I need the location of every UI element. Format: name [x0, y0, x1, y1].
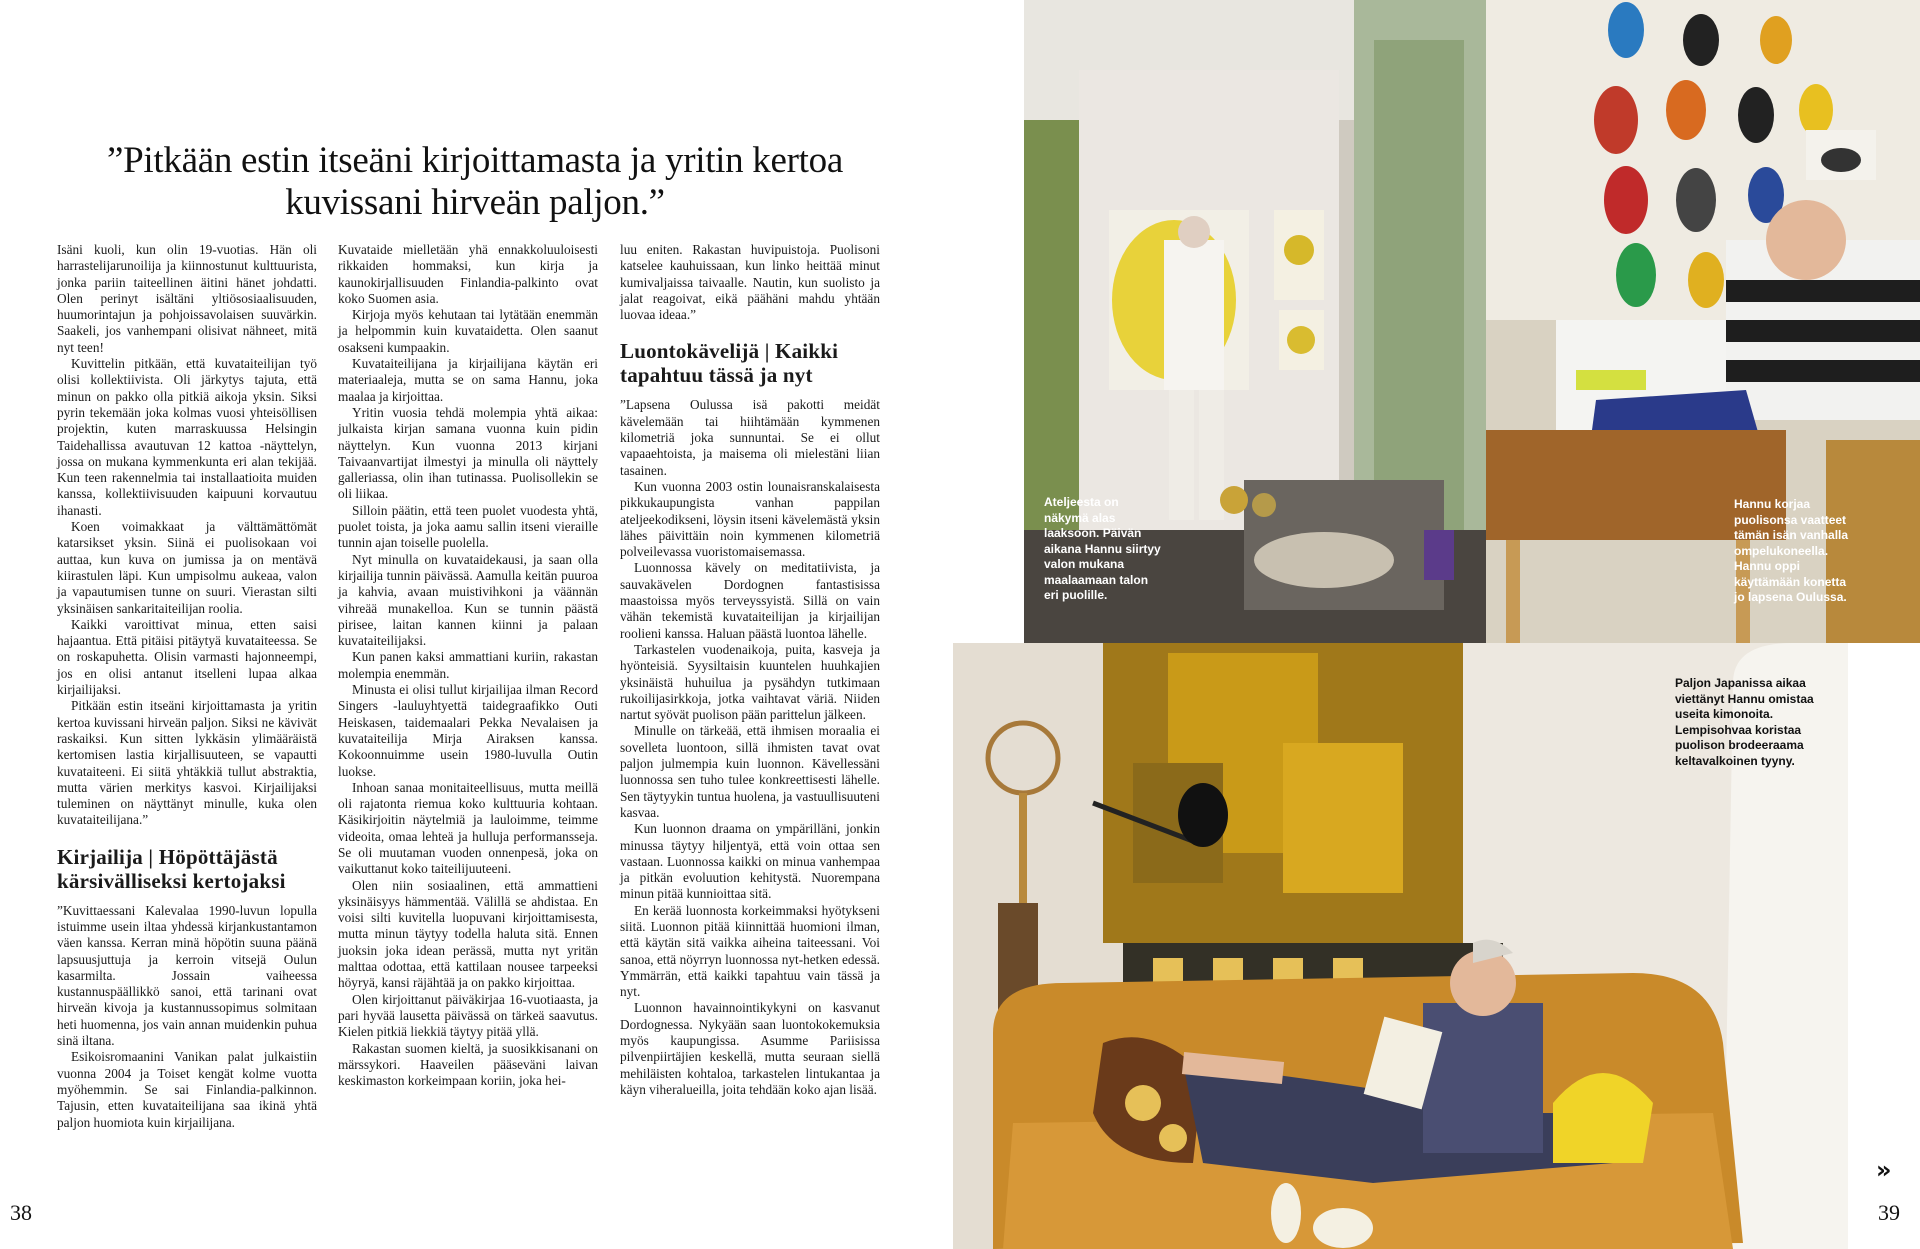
section-heading-luontokavelija: Luontokävelijä | Kaikki tapahtuu tässä ja nyt: [620, 339, 839, 388]
paragraph: Kun panen kaksi ammattiani kuriin, rakastan molempia enemmän.: [338, 649, 598, 681]
paragraph: Olen kirjoittanut päiväkirjaa 16-vuotiaasta, ja pari hyvää lausetta päivässä on tärkeä saavutus. Kielen pitkiä liekkiä täytyy pitää yllä.: [338, 991, 598, 1040]
paragraph: Kuvittelin pitkään, että kuvataiteilijan työ olisi kollektiivista. Oli järkytys tajuta, että minun on pakko olla pitkiä aikoja yksin. Siksi pyrin tekemään joka kolmas vuosi yhteisöllisen projektin, kuten marraskuussa Helsingin Taidehallissa avautuvan 12 kattoa -näyttelyn, jossa on mukana kymmenkunta eri alan tekijää. Kun teen rakennelmia tai installaatioita muiden kanssa, kollektiivisuuden kaipuuni korvautuu ihanasti.: [57, 356, 317, 518]
paragraph: Tarkastelen vuodenaikoja, puita, kasveja ja hyönteisiä. Syysiltaisin kuuntelen huuhkajien yksinäistä huhuilua ja pysähdyn tutkimaan rukoilijasirkkoja, jotka vaihtavat väriä. Niiden nartut syövät puolison pään parittelun jälkeen.: [620, 641, 880, 723]
paragraph: Rakastan suomen kieltä, ja suosikkisanani on märssykori. Haaveilen pääseväni laivan keskimaston korkeimpaan koriin, joka hei-: [338, 1040, 598, 1089]
page-number-right: 39: [1878, 1200, 1900, 1225]
paragraph: En kerää luonnosta korkeimmaksi hyötykseni siitä. Luonnon pitää kiinnittää huomioni ilman, että käytän sitä vaikka aiheina taiteessani. Voi sanoa, että nöyrryn luonnossa nyt-hetken edessä. Ymmärrän, että kaikki tapahtuu vain tässä ja nyt.: [620, 902, 880, 1000]
paragraph: ”Kuvittaessani Kalevalaa 1990-luvun lopulla istuimme usein iltaa yhdessä kirjankustantamon väen kanssa. Kerran minä höpötin suuna päänä lapsuusjuttuja ja kerroin vitsejä Oulun kasarmilta. Jossain vaiheessa kustannuspäällikkö sanoi, että tarinani ovat hirveän kivoja ja kustannussopimus solmitaan heti huomenna, jos vain annan muidenkin puhua sinä iltana.: [57, 902, 317, 1049]
next-page-arrow-icon[interactable]: »: [1876, 1156, 1892, 1184]
paragraph: Kuvataide mielletään yhä ennakkoluuloisesti rikkaiden hommaksi, kun kirja ja kaunokirjallisuuden Finlandia-palkinto ovat koko Suomen asia.: [338, 242, 598, 306]
column-2: [338, 242, 598, 1089]
paragraph: Minulle on tärkeää, että ihmisen moraalia ei sovelleta luontoon, sillä ihmisten tavat ovat paljon julmempia kuin luonnon. Kävellessäni luonnossa sen tuho tulee konkreettisesti lähelle. Sen täytyykin tuntua huolena, ja vastuullisuuteni kasvaa.: [620, 723, 880, 820]
paragraph: Inhoan sanaa monitaiteellisuus, mutta meillä oli rajatonta riemua koko kulttuuria kohtaan. Käsikirjoitin näytelmiä ja lauloimme, teimme videoita, omaa lehteä ja hulluja performansseja. Se oli muutaman vuoden onnenpesä, joka on vaikuttanut koko taiteilijuuteeni.: [338, 779, 598, 877]
paragraph: Kaikki varoittivat minua, etten saisi hajaantua. Että pitäisi pitäytyä kuvataiteessa. Se on roskapuhetta. Olisin varmasti hajonneempi, jos en olisi antanut itselleni lupaa alkaa kirjailijaksi.: [57, 616, 317, 698]
photo-sofa: [953, 643, 1848, 1249]
photo-sewing: [1486, 0, 1920, 643]
column-3: [620, 242, 880, 1098]
paragraph: Luonnossa kävely on meditatiivista, ja sauvakävelen Dordognen fantastisissa maastoissa myös terveyssyistä. Sillä on vain vähän tekemistä kuvataiteilijan ja kirjailijan roolieni kanssa. Haluan päästä luontoa lähelle.: [620, 560, 880, 641]
paragraph: Olen niin sosiaalinen, että ammattieni yksinäisyys hämmentää. Välillä se ahdistaa. En voisi silti kuvitella luopuvani kirjoittamisesta, mutta minun täytyy todella haluta sitä. Ennen juoksin joka idean perässä, mutta nyt yritän malttaa odottaa, että kattilaan nousee tarpeeksi höyryä, kansi räjähtää ja on pakko kirjoittaa.: [338, 877, 598, 991]
caption-sewing: Hannu korjaa puolisonsa vaatteet tämän isän vanhalla ompelukoneella. Hannu oppi käyttämään konetta jo lapsena Oulussa.: [1734, 497, 1849, 604]
paragraph: Luonnon havainnointikykyni on kasvanut Dordognessa. Nykyään saan luontokokemuksia myös kaupungissa. Asumme Pariisissa pilvenpiirtäjien keskellä, mutta seuraan siellä mehiläisten kohtaloa, tarkastelen lintukantaa ja käyn viheralueilla, joita tehdään koko ajan lisää.: [620, 1000, 880, 1097]
caption-atelier: Ateljeesta on näkymä alas laaksoon. Päivän aikana Hannu siirtyy valon mukana maalaamaan talon eri puolille.: [1044, 495, 1161, 602]
paragraph: Minusta ei olisi tullut kirjailijaa ilman Record Singers -lauluyhtyettä taidegraafikko Outi Heiskasen, taidemaalari Pekka Nevalaisen ja kuvataiteilija Mirja Airaksen kanssa. Kokoonnuimme usein 1980-luvulla Outin luokse.: [338, 682, 598, 779]
page-number-left: 38: [10, 1200, 32, 1225]
paragraph: Kun luonnon draama on ympärilläni, jonkin minussa täytyy hiljentyä, että voin ottaa sen vastaan. Luonnossa kaikki on minua vanhempaa ja pitkän evoluution kehitystä. Nuorempana minun pitää kunnioittaa sitä.: [620, 821, 880, 902]
paragraph: Yritin vuosia tehdä molempia yhtä aikaa: julkaista kirjan samana vuonna kuin pidin näyttelyn. Kun vuonna 2013 kirjani Taivaanvartijat ilmestyi ja minulla oli näyttely galleriassa, olin ihan tutinassa. Puolisollekin se oli liikaa.: [338, 404, 598, 502]
paragraph: Pitkään estin itseäni kirjoittamasta ja yritin kertoa kuvissani hirveän paljon. Siksi ne kävivät raskaiksi. Kun sitten lykkäsin ylimääräistä kertomisen lastia kirjallisuuteen, se vapautti kuvataiteeni. Ei siitä yhtäkkiä tullut abstraktia, mutta värien merkitys kasvoi. Kirjailijaksi tuleminen on näyttänyt minulle, kuka olen kuvataiteilijana.”: [57, 698, 317, 828]
paragraph: Isäni kuoli, kun olin 19-vuotias. Hän oli harrastelijarunoilija ja kiinnostunut kulttuurista, jonka pariin taiteellinen äitini hänet johdatti. Olen perinyt isältäni yltiösosiaalisuuden, huumorintajun ja pohjoissavolaisen suuvärkin. Saakeli, jos vanhempani olisivat nähneet, mitä nyt teen!: [57, 242, 317, 355]
paragraph: Kun vuonna 2003 ostin lounaisranskalaisesta pikkukaupungista vanhan pappilan ateljeekodikseni, löysin itseni kävelemästä yksin lähes päivittäin noin kymmenen kilometriä polveilevassa vuoristomaisemassa.: [620, 478, 880, 560]
photo-atelier: [1024, 0, 1486, 643]
paragraph: ”Lapsena Oulussa isä pakotti meidät kävelemään tai hiihtämään kymmenen kilometriä joka sunnuntai. Se ei ollut vapaaehtoista, ja maisema oli mielestäni liian tasainen.: [620, 397, 880, 478]
paragraph: Silloin päätin, että teen puolet vuodesta yhtä, puolet toista, ja joka aamu sallin itseni vieraille tunnin ajan toiselle puolella.: [338, 502, 598, 551]
caption-kimono: Paljon Japanissa aikaa viettänyt Hannu omistaa useita kimonoita. Lempisohvaa koristaa puolison brodeeraama keltavalkoinen tyyny.: [1675, 676, 1814, 768]
paragraph: Esikoisromaanini Vanikan palat julkaistiin vuonna 2004 ja Toiset kengät kolme vuotta myöhemmin. Se sai Finlandia-palkinnon. Tajusin, etten kuvataiteilijana saa ikinä yhtä paljon huomiota kuin kirjailijana.: [57, 1049, 317, 1130]
sewing-illustration: [1486, 0, 1920, 643]
paragraph: luu eniten. Rakastan huvipuistoja. Puolisoni katselee kauhuissaan, kun linko heittää minut kumivaljaissa taivaalle. Nautin, kun suolisto ja jalat reagoivat, eikä päähäni mahdu yhtään luovaa ideaa.”: [620, 242, 880, 323]
paragraph: Kirjoja myös kehutaan tai lytätään enemmän ja helpommin kuin kuvataidetta. Olen saanut osakseni kumpaakin.: [338, 307, 598, 355]
section-heading-kirjailija: Kirjailija | Höpöttäjästä kärsivälliseksi kertojaksi: [57, 844, 286, 893]
pull-quote: ”Pitkään estin itseäni kirjoittamasta ja yritin kertoa kuvissani hirveän paljon.”: [107, 140, 843, 223]
paragraph: Nyt minulla on kuvataidekausi, ja saan olla kirjailija tunnin päivässä. Aamulla keitän puuroa ja kahvia, avaan muistivihkoni ja väännän vihreää munakelloa. Kun se tunnin päästä pirisee, laitan kannen kiinni ja palaan kuvataiteilijaksi.: [338, 551, 598, 649]
column-1: [57, 242, 317, 1131]
paragraph: Koen voimakkaat ja välttämättömät katarsikset yksin. Siinä ei puolisokaan voi auttaa, kun kuva on jumissa ja on mentävä kiirastulen läpi. Kun umpisolmu aukeaa, valon ja vapautumisen tunne on suuri. Vierastan silti yksinäisen sankaritaiteilijan roolia.: [57, 519, 317, 616]
paragraph: Kuvataiteilijana ja kirjailijana käytän eri materiaaleja, mutta se on sama Hannu, joka maalaa ja kirjoittaa.: [338, 356, 598, 404]
